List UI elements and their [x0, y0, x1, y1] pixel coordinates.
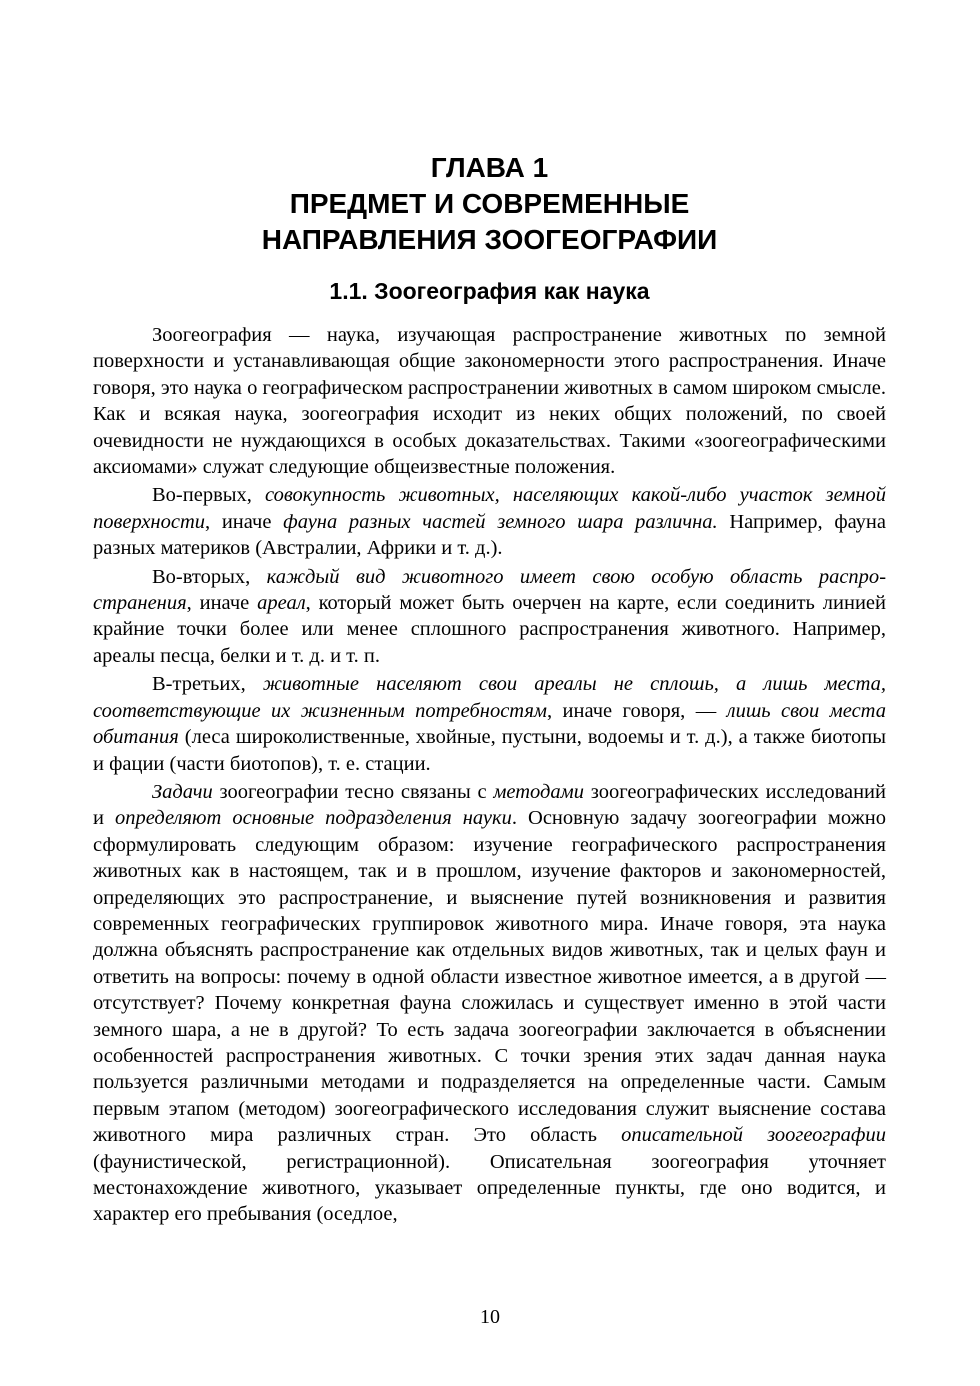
paragraph-intro	[93, 322, 886, 480]
body-text	[93, 322, 886, 1228]
section-heading: 1.1. Зоогеография как наука	[329, 278, 650, 304]
paragraph-axiom-second	[93, 564, 886, 670]
italic-term: совокупность животных, населяющих какой-либо участок земной поверхности	[93, 484, 886, 533]
italic-term: методами	[493, 780, 584, 803]
paragraph-tasks	[93, 779, 886, 1228]
text-run: (леса широколиственные, хвойные, пустыни, водоемы и т. д.), а также биотопы и фации (части биотопов), т. е. стации.	[93, 726, 886, 775]
text-run: Во-первых,	[152, 484, 266, 507]
italic-term: лишь свои места обитания	[93, 699, 886, 749]
text-run: В-третьих,	[152, 673, 263, 696]
italic-term: Задачи	[152, 780, 213, 803]
chapter-title-line-1: ПРЕДМЕТ И СОВРЕМЕННЫЕ	[289, 188, 690, 219]
text-run: , иначе говоря, —	[546, 699, 727, 722]
text-run: зоогеографических исследований и	[93, 780, 886, 830]
text-run: Например, фауна разных материков (Австралии, Африки и т. д.).	[93, 510, 886, 560]
text-run: . Основную задачу зоогеографии можно сформулировать следующим образом: изучение географического распространения животных как в настоящем, так и в прошлом, изучение факторов и закономерностей, определяющих это распространение, и выяснение путей возникновения и развития современных географических группировок животного мира. Иначе говоря, эта наука должна объяснять распространение как отдельных видов животных, так и целых фаун и ответить на вопросы: почему в одной области известное животное имеется, а в другой — отсутствует? Почему конкретная фауна сложилась и существует именно в этой части земного шара, а не в другой? То есть задача зоогеографии заключается в объяснении особенностей распространения животных. С точки зрения этих задач данная наука пользуется различными методами и подразделяется на определенные части. Самым первым этапом (методом) зоогеографического исследования служит выяснение состава животного мира различных стран. Это область	[93, 807, 886, 1147]
italic-term: определяют основные подразделения науки	[115, 807, 512, 830]
text-run: (фаунистической, регистрационной). Описательная зоогеография уточняет местонахождение животного, указывает определенные пункты, где оно водится, и характер его пребывания (оседлое,	[93, 1150, 886, 1226]
text-run: зоогеографии тесно связаны с	[212, 780, 494, 803]
chapter-heading	[93, 150, 886, 258]
paragraph-axiom-first	[93, 482, 886, 561]
text-run: , иначе	[205, 510, 284, 533]
text-run: Зоогеография — наука, изучающая распространение животных по земной поверхности и устанавливающая общие закономерности этого распространения. Иначе говоря, это наука о географическом распространении животных в самом широком смысле. Как и всякая наука, зоогеография исходит из неких общих положений, по своей очевидности не нуждающихся в особых доказательствах. Такими «зоогеографическими аксиомами» служат следующие общеизвестные положения.	[93, 324, 886, 479]
text-run: , который может быть очерчен на карте, если соединить линией крайние точки более или менее сплошного распространения животного. Например, ареалы песца, белки и т. д. и т. п.	[93, 592, 886, 667]
paragraph-axiom-third	[93, 671, 886, 777]
italic-term: описательной зоогеографии	[621, 1124, 886, 1147]
italic-term: каждый вид животного имеет свою особую область распространения	[93, 565, 887, 615]
italic-term: фауна разных частей земного шара различна.	[283, 510, 718, 533]
italic-term: животные населяют свои ареалы не сплошь, а лишь места, соответствующие их жизненным потребностям	[93, 673, 886, 722]
text-run: , иначе	[186, 592, 258, 615]
chapter-label: ГЛАВА 1	[430, 152, 549, 183]
text-run: Во-вторых,	[152, 565, 267, 588]
page-number: 10	[480, 1306, 500, 1328]
italic-term: ареал	[257, 592, 306, 615]
chapter-title-line-2: НАПРАВЛЕНИЯ ЗООГЕОГРАФИИ	[261, 224, 718, 255]
page-content	[93, 150, 886, 1228]
